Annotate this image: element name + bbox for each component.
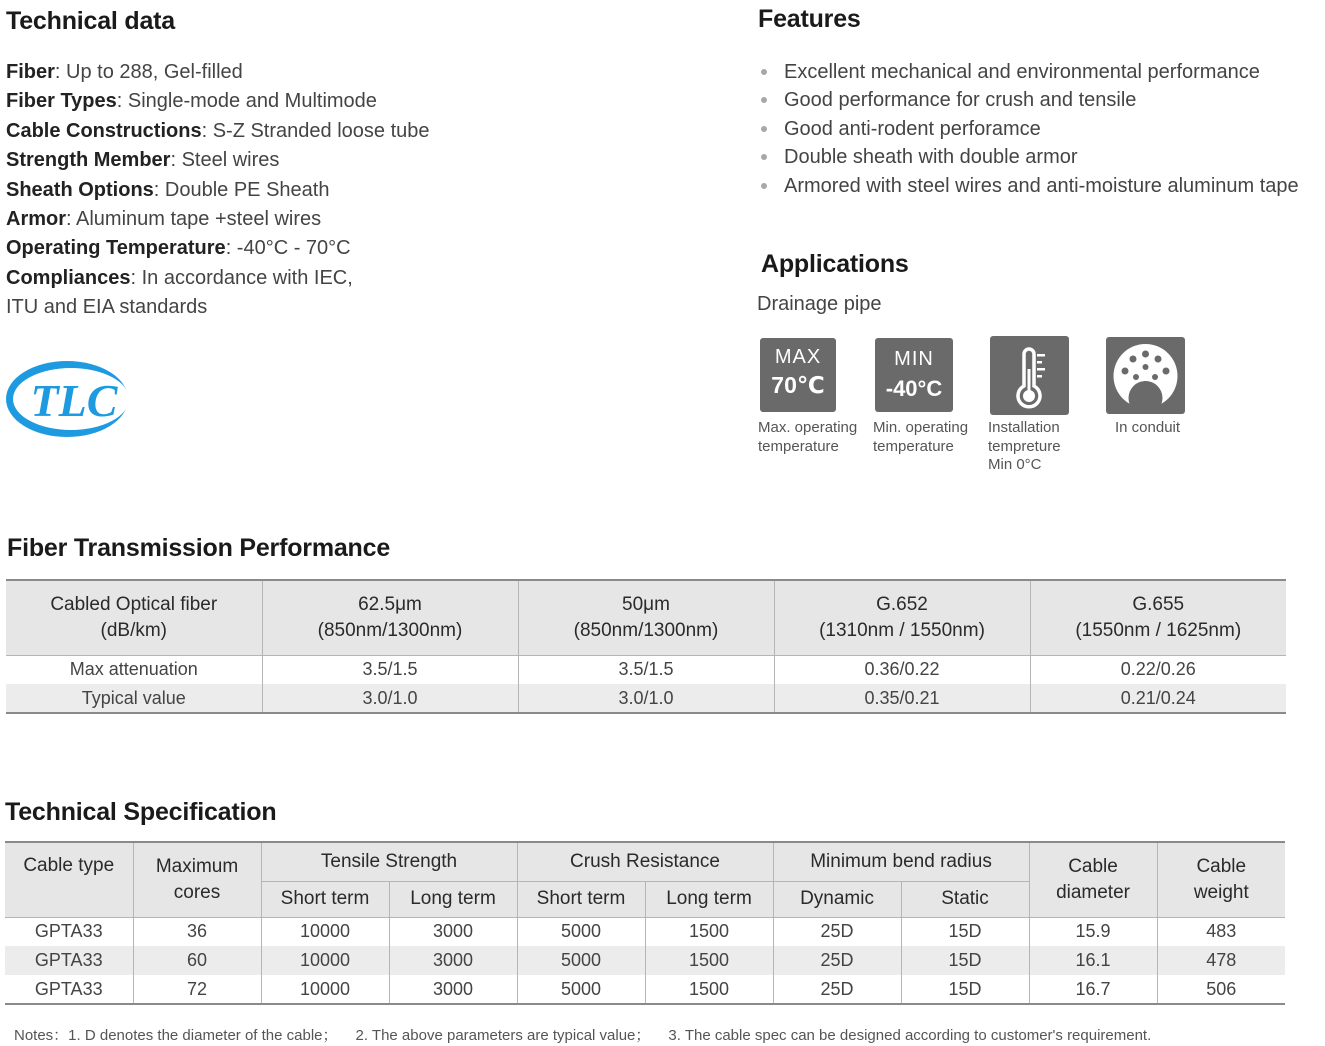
- tech-row-cable-constructions: Cable Constructions: S-Z Stranded loose tube: [6, 119, 430, 142]
- logo-text: TLC: [30, 375, 118, 426]
- conduit-icon: [1106, 337, 1185, 414]
- feature-item: Excellent mechanical and environmental performance: [760, 58, 1299, 86]
- technical-data-title: Technical data: [6, 7, 176, 35]
- header-cell: G.655 (1550nm / 1625nm): [1030, 580, 1286, 655]
- table-header-row: [5, 842, 1285, 881]
- applications-text: Drainage pipe: [757, 293, 882, 315]
- table-row: GPTA33 36 10000 3000 5000 1500 25D 15D 15.9 483: [5, 917, 1285, 946]
- table-row: Max attenuation 3.5/1.5 3.5/1.5 0.36/0.22 0.22/0.26: [6, 655, 1286, 684]
- min-temp-caption: Min. operating temperature: [873, 419, 969, 455]
- header-bend-dynamic: Dynamic: [773, 881, 901, 917]
- fiber-performance-title: Fiber Transmission Performance: [7, 534, 391, 562]
- features-title: Features: [758, 5, 861, 33]
- header-min-bend-radius: Minimum bend radius: [773, 842, 1029, 881]
- fiber-performance-table: [6, 579, 1286, 714]
- header-cell: Cabled Optical fiber (dB/km): [6, 580, 262, 655]
- tech-row-compliances: Compliances: In accordance with IEC,: [6, 266, 353, 289]
- technical-spec-table: [5, 841, 1285, 1005]
- header-cable-weight: Cable weight: [1157, 842, 1285, 917]
- thermometer-icon: [990, 336, 1069, 415]
- tech-row-sheath-options: Sheath Options: Double PE Sheath: [6, 178, 330, 201]
- feature-item: Double sheath with double armor: [760, 143, 1299, 171]
- tech-row-operating-temperature: Operating Temperature: -40°C - 70°C: [6, 237, 351, 260]
- header-tensile-strength: Tensile Strength: [261, 842, 517, 881]
- feature-item: Good anti-rodent perforamce: [760, 115, 1299, 143]
- feature-item: Armored with steel wires and anti-moisture aluminum tape: [760, 172, 1299, 200]
- table-header-row: [6, 580, 1286, 655]
- tech-row-armor: Armor: Aluminum tape +steel wires: [6, 208, 322, 231]
- tlc-logo: [4, 358, 130, 440]
- applications-title: Applications: [761, 250, 909, 278]
- header-cable-diameter: Cable diameter: [1029, 842, 1157, 917]
- header-cell: 62.5μm (850nm/1300nm): [262, 580, 518, 655]
- table-row: Typical value 3.0/1.0 3.0/1.0 0.35/0.21 0.21/0.24: [6, 684, 1286, 713]
- table-row: GPTA33 60 10000 3000 5000 1500 25D 15D 16.1 478: [5, 946, 1285, 975]
- conduit-caption: In conduit: [1115, 419, 1181, 436]
- header-bend-static: Static: [901, 881, 1029, 917]
- header-tensile-short: Short term: [261, 881, 389, 917]
- header-max-cores: Maximum cores: [133, 842, 261, 917]
- tech-row-strength-member: Strength Member: Steel wires: [6, 149, 280, 172]
- header-crush-short: Short term: [517, 881, 645, 917]
- header-crush-long: Long term: [645, 881, 773, 917]
- technical-spec-title: Technical Specification: [5, 798, 277, 826]
- table-row: GPTA33 72 10000 3000 5000 1500 25D 15D 16.7 506: [5, 975, 1285, 1004]
- thermometer-caption: Installation tempreture Min 0°C: [988, 419, 1061, 473]
- notes: Notes：1. D denotes the diameter of the cable； 2. The above parameters are typical value； 3. The cable spec can be designed according to customer's requirement.: [14, 1027, 1152, 1044]
- min-temp-icon: MIN -40°C: [875, 338, 953, 412]
- header-cell: G.652 (1310nm / 1550nm): [774, 580, 1030, 655]
- features-list: [760, 58, 1299, 200]
- feature-item: Good performance for crush and tensile: [760, 86, 1299, 114]
- header-crush-resistance: Crush Resistance: [517, 842, 773, 881]
- max-temp-caption: Max. operating temperature: [758, 419, 858, 455]
- header-tensile-long: Long term: [389, 881, 517, 917]
- max-temp-icon: MAX 70℃: [760, 338, 836, 412]
- technical-data-list: [6, 58, 430, 323]
- tech-row-compliances-continuation: ITU and EIA standards: [6, 296, 208, 319]
- header-cell: 50μm (850nm/1300nm): [518, 580, 774, 655]
- tech-row-fiber-types: Fiber Types: Single-mode and Multimode: [6, 90, 377, 113]
- header-cable-type: Cable type: [5, 842, 133, 917]
- tech-row-fiber: Fiber: Up to 288, Gel-filled: [6, 61, 243, 83]
